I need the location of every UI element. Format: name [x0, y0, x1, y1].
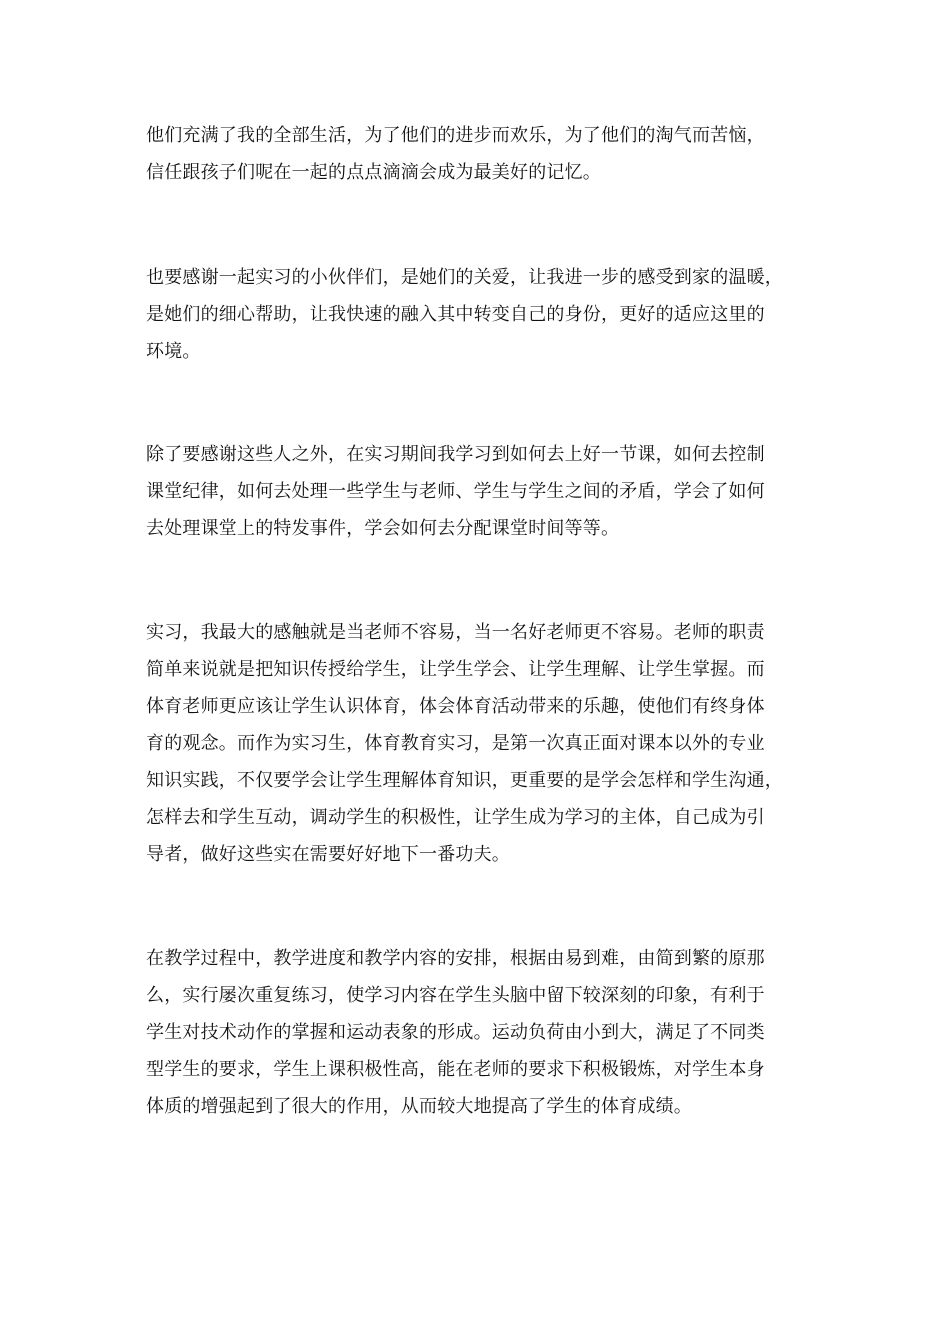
text-line: 学生对技术动作的掌握和运动表象的形成。运动负荷由小到大，满足了不同类: [146, 1022, 765, 1043]
paragraph-4: [146, 614, 836, 873]
text-line: 体育老师更应该让学生认识体育，体会体育活动带来的乐趣，使他们有终身体: [146, 696, 765, 717]
paragraph-1: [146, 117, 836, 191]
paragraph-3: [146, 436, 836, 547]
text-line: 型学生的要求，学生上课积极性高，能在老师的要求下积极锻炼，对学生本身: [146, 1059, 765, 1080]
text-line: 环境。: [146, 341, 201, 362]
text-line: 实习，我最大的感触就是当老师不容易，当一名好老师更不容易。老师的职责: [146, 622, 765, 643]
text-line: 课堂纪律，如何去处理一些学生与老师、学生与学生之间的矛盾，学会了如何: [146, 481, 765, 502]
text-line: 是她们的细心帮助，让我快速的融入其中转变自己的身份，更好的适应这里的: [146, 304, 765, 325]
text-line: 导者，做好这些实在需要好好地下一番功夫。: [146, 844, 510, 865]
text-line: 知识实践，不仅要学会让学生理解体育知识，更重要的是学会怎样和学生沟通，: [146, 770, 783, 791]
text-line: 简单来说就是把知识传授给学生，让学生学会、让学生理解、让学生掌握。而: [146, 659, 765, 680]
text-line: 信任跟孩子们呢在一起的点点滴滴会成为最美好的记忆。: [146, 162, 601, 183]
text-line: 在教学过程中，教学进度和教学内容的安排，根据由易到难，由简到繁的原那: [146, 948, 765, 969]
paragraph-5: [146, 940, 836, 1125]
text-line: 也要感谢一起实习的小伙伴们，是她们的关爱，让我进一步的感受到家的温暖，: [146, 267, 783, 288]
text-line: 么，实行屡次重复练习，使学习内容在学生头脑中留下较深刻的印象，有利于: [146, 985, 765, 1006]
text-line: 怎样去和学生互动，调动学生的积极性，让学生成为学习的主体，自己成为引: [146, 807, 765, 828]
text-line: 体质的增强起到了很大的作用，从而较大地提高了学生的体育成绩。: [146, 1096, 692, 1117]
text-line: 他们充满了我的全部生活，为了他们的进步而欢乐，为了他们的淘气而苦恼，: [146, 125, 765, 146]
text-line: 育的观念。而作为实习生，体育教育实习，是第一次真正面对课本以外的专业: [146, 733, 765, 754]
text-line: 去处理课堂上的特发事件，学会如何去分配课堂时间等等。: [146, 518, 620, 539]
paragraph-2: [146, 259, 836, 370]
text-line: 除了要感谢这些人之外，在实习期间我学习到如何去上好一节课，如何去控制: [146, 444, 765, 465]
